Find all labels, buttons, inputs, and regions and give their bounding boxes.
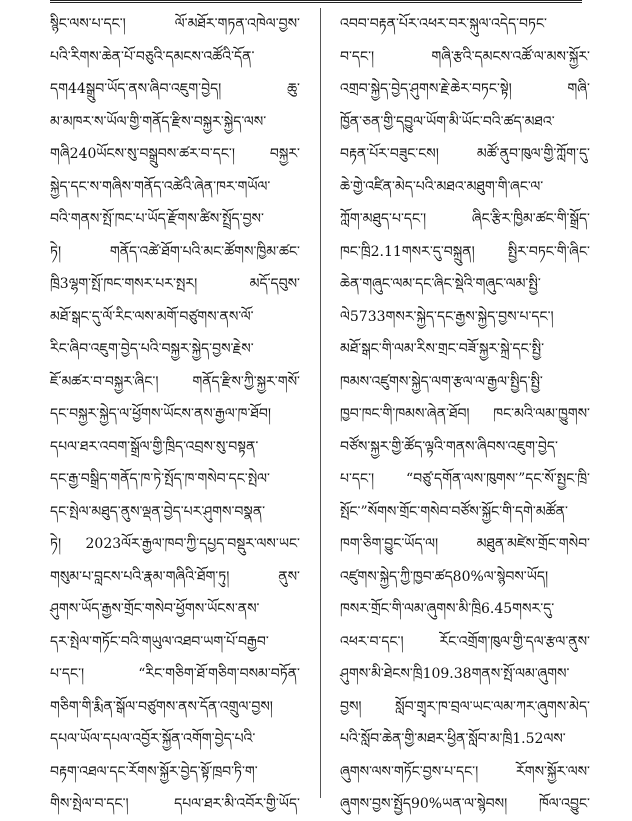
text-line: ཁསར་གྲོང་གི་ལམ་ཞུགས་མི་ཁྲི6.45གསར་དུ་ bbox=[340, 601, 555, 617]
text-line: ཞུགས་བྱས་སྤྱོད90%ཡན་ལ་སྙེབས། ཁོལ་འབྱུང་ bbox=[340, 796, 590, 812]
text-line: མཐོ་སྒང་དུ་ལོ་རིང་ལས་མགོ་བཙུགས་ནས་ལོ་ bbox=[50, 308, 254, 325]
text-line: དང་བསྐྱར་སྐྱེད་ལ་ཕྱོགས་ཡོངས་ནས་རྒྱལ་ཁ་ཐོབ། bbox=[50, 406, 271, 422]
text-line: མ་མཁར་ས་ཡོལ་གྱི་གནོད་རྫིས་བསྐྱར་སྐྱེད་ལས་ bbox=[50, 113, 267, 130]
column-divider bbox=[320, 8, 321, 798]
text-line: དར་སྤེལ་གཏོང་བའི་གཡུལ་འཐབ་ཡག་པོ་བརྒྱབ་ bbox=[50, 633, 269, 650]
text-line: འཕར་བ་དང་། རོང་འགྲོག་ཁུལ་གྱི་དལ་རྩལ་ནུས་ bbox=[340, 633, 590, 650]
text-line: པའི་རིགས་ཆེན་པོ་བཅུའི་དམངས་འཚོའི་དོན་ bbox=[50, 48, 255, 65]
text-line: ཏེ། གནོད་འཚེ་ཐོག་པའི་མང་ཚོགས་ཁྱིམ་ཚང་ bbox=[50, 243, 300, 260]
text-line: དང་རྒྱ་བསྒྲིད་གནོད་ཁ་ཏེ་སྤོད་ཁ་གསེབ་དང་སྤེལ་ bbox=[50, 471, 270, 487]
text-line: ཤུགས་ཡོད་རྒྱས་གྲོང་གསེབ་ཕྱོགས་ཡོངས་ནས་ bbox=[50, 601, 260, 617]
text-line: དང་སྤེལ་མཐུད་ནུས་ལྡན་བྱེད་པར་ཤུགས་བསྣན་ bbox=[50, 503, 266, 520]
text-line: ཀློག་མཐུད་པ་དང་། ཞིང་རྩིར་ཁྱིམ་ཚང་གི་སྒྲོད་ bbox=[340, 211, 590, 227]
text-line: བའི་གནས་སྤོ་ཁང་པ་ཡོད་རྫོགས་ཚིས་སྤྲོད་བྱས་ bbox=[50, 211, 264, 227]
header-double-rule bbox=[50, 0, 582, 3]
text-line: དཔལ་ཐར་འབག་སྒྲོལ་གྱི་ཁྲིད་འབྲས་སུ་བསྟན་ bbox=[50, 438, 259, 455]
text-line: དཔལ་ཡོལ་དཔལ་འབྱོར་སྐྱོན་འགོག་བྱེད་པའི་ bbox=[50, 731, 256, 747]
left-text-column bbox=[50, 8, 300, 812]
text-line: སྤོང་”སོགས་གྲོང་གསེབ་བཙོས་སྐྱོང་གི་དགེ་མཚོན་ bbox=[340, 503, 568, 520]
text-line: བཙོས་སྐྱར་གྱི་ཚོད་ལྟའི་གནས་ཞིབས་འཇུག་བྱེད་ bbox=[340, 438, 558, 455]
text-line: མཐོ་སྒང་གི་ལམ་རིས་གྲང་བཟོ་སྐྱར་སྐྲེ་དང་སྤྱི་ bbox=[340, 341, 545, 357]
text-line: དག44སྒྲུབ་ཡོད་ནས་ཞིབ་འཇུག་བྱེད། ཆུ་ bbox=[50, 81, 300, 97]
text-line: ཆེ་གྱེ་འཛིན་མེད་པའི་མཐའ་མཐུག་གི་ཞང་ལ་ bbox=[340, 178, 544, 195]
text-line: པའི་སློབ་ཆེན་གྱི་མཐར་ཕྱིན་སློབ་མ་ཁྲི1.52ལས་ bbox=[340, 731, 566, 747]
text-line: འགྲབ་སྐྱེད་བྱེད་ཤུགས་རྗེ་ཆེར་བཏང་སྟེ། གཞི་ bbox=[340, 81, 590, 97]
text-line: ཁྱབ་ཁང་གི་ཁམས་ཞེན་ཐོབ། ཁང་མའི་ལམ་ཁྱུགས་ bbox=[340, 406, 590, 422]
text-line: ཞུགས་ལས་གཏོང་བྱས་པ་དང་། རོགས་སྐྱོར་ལས་ bbox=[340, 763, 590, 780]
text-line: ཁག་ཅིག་བྱུང་ཡོད་ལ། མཐུན་མཛེས་གྲོང་གསེབ་ bbox=[340, 536, 590, 552]
right-text-column bbox=[340, 8, 590, 812]
text-line: རིང་ཞིབ་འཇུག་བྱེད་པའི་བསྐྱར་སྐྱེད་བྱས་རྗེས་ bbox=[50, 341, 254, 357]
text-line: གསུམ་པ་བླངས་པའི་རྣམ་གཞིའི་ཐོག་ཏུ། ནུས་ bbox=[50, 568, 300, 585]
text-line: ཇོ་མཚར་བ་བསྐྱར་ཞིང་། གནོད་རྫིས་ཀྱི་སྐྱར་གསོ་ bbox=[50, 373, 300, 390]
document-page bbox=[50, 8, 590, 812]
text-line: བརྟན་པོར་བཟུང་ངས། མཚོ་ནུབ་ཁུལ་གྱི་ཀློག་དུ་ bbox=[340, 146, 590, 162]
text-line: བ་དང་། གཞི་རྩའི་དམངས་འཚོ་ལ་མས་སྐྱོར་ bbox=[340, 48, 590, 65]
text-line: ཤུགས་མི་ཐེངས་ཁྲི109.38གནས་སྤོ་ལམ་ཞུགས་ bbox=[340, 666, 570, 682]
text-line: པ་དང་། “རིང་གཅིག་ཐོ་གཅིག་བསམ་བཏོན་ bbox=[50, 666, 300, 682]
text-line: འབབ་བརྟན་པོར་འཕར་བར་སྐུལ་འདེད་བཏང་ bbox=[340, 16, 547, 32]
text-line: ཁྲི3ལྷག་སྤོ་ཁང་གསར་པར་སྤར། མདོ་དབུས་ bbox=[50, 276, 300, 292]
text-line: བརྟག་འཐལ་དང་རོགས་སྐྱོར་བྱེད་སྟོ་ཁྲབ་ཏི་ག་ bbox=[50, 763, 258, 780]
text-line: ཁྱོན་ཅན་གྱི་དབྱུལ་ཡོག་མི་ཡོང་བའི་ཚད་མཐའ་ bbox=[340, 113, 555, 130]
text-line: ཏེ། 2023ལོར་རྒྱལ་ཁབ་ཀྱི་དཔྱད་བསྡུར་ལས་ཡང་ bbox=[50, 536, 300, 552]
text-line: སྙིང་ལས་པ་དང་། ལོ་མཐོར་གཏན་འཁེལ་བྱས་ bbox=[50, 16, 300, 32]
text-line: ཁང་ཁྲི2.11གསར་དུ་བསྐྲུན། སྤྱིར་བཏང་གི་ཞིང་ bbox=[340, 243, 590, 260]
text-line: སྐྱེད་དང་ས་གཞིས་གནོད་འཚེའི་ཞེན་ཁར་གཡོལ་ bbox=[50, 178, 271, 195]
text-line: པ་དང་། “བཙུ་དགོན་ལས་ཁུགས་”དང་སོ་སྤྱང་ཁྲི་ bbox=[340, 471, 590, 487]
text-line: ལེ5733གསར་སྐྱེད་དང་རྒྱས་སྐྱེད་བྱས་པ་དང་། bbox=[340, 308, 554, 325]
text-line: ཁམས་འཛུགས་སྐྱེད་ལག་རྩལ་ལ་རྒྱལ་སྤྱིད་སྤྱི་ bbox=[340, 373, 543, 390]
text-line: གཞི240ཡོངས་སུ་བསྒྲུབས་ཚར་བ་དང་། བསྐྱར་ bbox=[50, 146, 300, 162]
text-line: ཆེན་གཞུང་ལམ་དང་ཞིང་སྡེའི་གཞུང་ལམ་སྤྱི་ bbox=[340, 276, 541, 292]
text-line: གཅིག་གི་རྨིན་སྒོལ་བཙུགས་ནས་དོན་འགྲུལ་བྱས། bbox=[50, 698, 273, 715]
text-line: གིས་སྤེལ་བ་དང་། དཔལ་ཐར་མི་འབོར་གྱི་ཡོད་ bbox=[50, 796, 300, 812]
text-line: བྱས། སློབ་གྲྭར་ཁ་བྲལ་ཡང་ལམ་ཀར་ཞུགས་མེད་ bbox=[340, 698, 590, 715]
text-line: འཛུགས་སྐྱེད་ཀྱི་ཁྱབ་ཚད80%ལ་སྙེབས་ཡོད། bbox=[340, 568, 549, 585]
